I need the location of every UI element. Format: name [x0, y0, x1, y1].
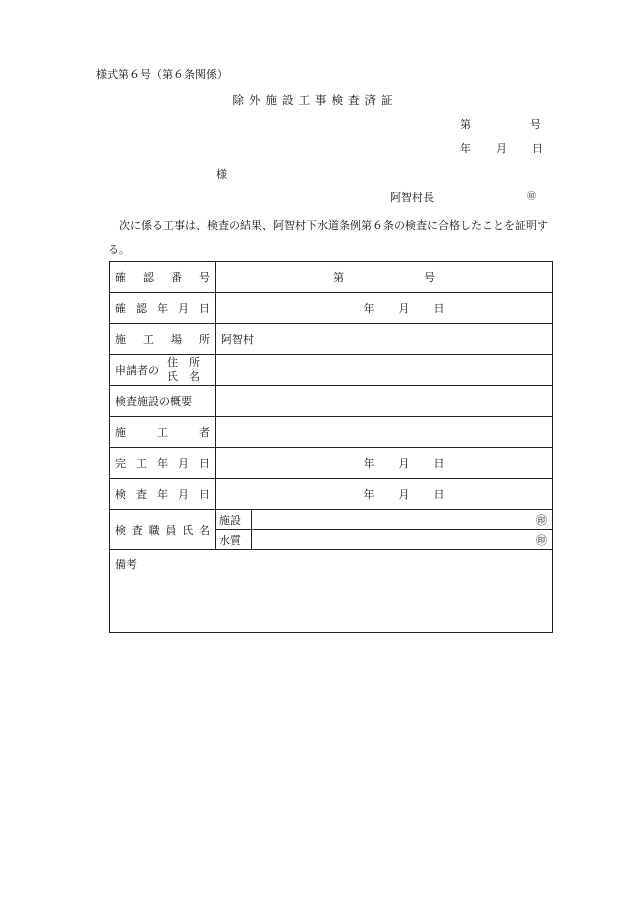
row-remarks: [110, 550, 553, 633]
label-confirm-date: 確 認 年 月 日: [110, 293, 216, 324]
value-completion-date[interactable]: 年 月 日: [216, 448, 553, 479]
label-remarks: 備考: [115, 558, 137, 571]
row-applicant: [110, 355, 553, 386]
label-completion-date: 完 工 年 月 日: [110, 448, 216, 479]
certification-text: 次に係る工事は、検査の結果、阿智村下水道条例第６条の検査に合格したことを証明する。: [108, 219, 548, 256]
value-facility-summary[interactable]: [216, 386, 553, 417]
label-facility-summary: 検査施設の概要: [110, 386, 216, 417]
label-inspection-date: 検 査 年 月 日: [110, 479, 216, 510]
label-confirm-number: 確 認 番 号: [110, 262, 216, 293]
row-inspection-date: [110, 479, 553, 510]
value-contractor[interactable]: [216, 417, 553, 448]
inspector-facility-seal-icon[interactable]: ㊞: [252, 510, 553, 530]
label-inspector-facility: 施設: [216, 510, 252, 530]
document-title: 除外施設工事検査済証: [232, 93, 398, 107]
value-construction-site[interactable]: 阿智村: [216, 324, 553, 355]
issue-date-day: 日: [532, 142, 543, 155]
remarks-cell[interactable]: [110, 550, 553, 633]
label-inspector-water: 水質: [216, 530, 252, 550]
certificate-table: [109, 261, 553, 633]
form-number: 様式第６号（第６条関係）: [96, 68, 228, 81]
value-confirm-number[interactable]: 第 号: [216, 262, 553, 293]
row-inspector-facility: [110, 510, 553, 530]
issue-date-month: 月: [496, 142, 507, 155]
label-applicant: 申請者の 住 所 氏 名: [110, 355, 216, 386]
row-construction-site: [110, 324, 553, 355]
row-confirm-number: [110, 262, 553, 293]
row-completion-date: [110, 448, 553, 479]
row-contractor: [110, 417, 553, 448]
value-confirm-date[interactable]: 年 月 日: [216, 293, 553, 324]
value-inspection-date[interactable]: 年 月 日: [216, 479, 553, 510]
issuer-name: 阿智村長: [390, 191, 434, 204]
inspector-water-seal-icon[interactable]: ㊞: [252, 530, 553, 550]
label-construction-site: 施 工 場 所: [110, 324, 216, 355]
row-confirm-date: [110, 293, 553, 324]
label-inspector: 検 査 職 員 氏 名: [110, 510, 216, 550]
row-facility-summary: [110, 386, 553, 417]
value-applicant[interactable]: [216, 355, 553, 386]
cert-number-dai: 第: [460, 118, 471, 131]
issuer-seal-icon: ㊞: [527, 192, 537, 202]
issue-date-year: 年: [460, 142, 471, 155]
label-contractor: 施 工 者: [110, 417, 216, 448]
cert-number-go: 号: [530, 118, 541, 131]
addressee-suffix: 様: [216, 168, 227, 181]
